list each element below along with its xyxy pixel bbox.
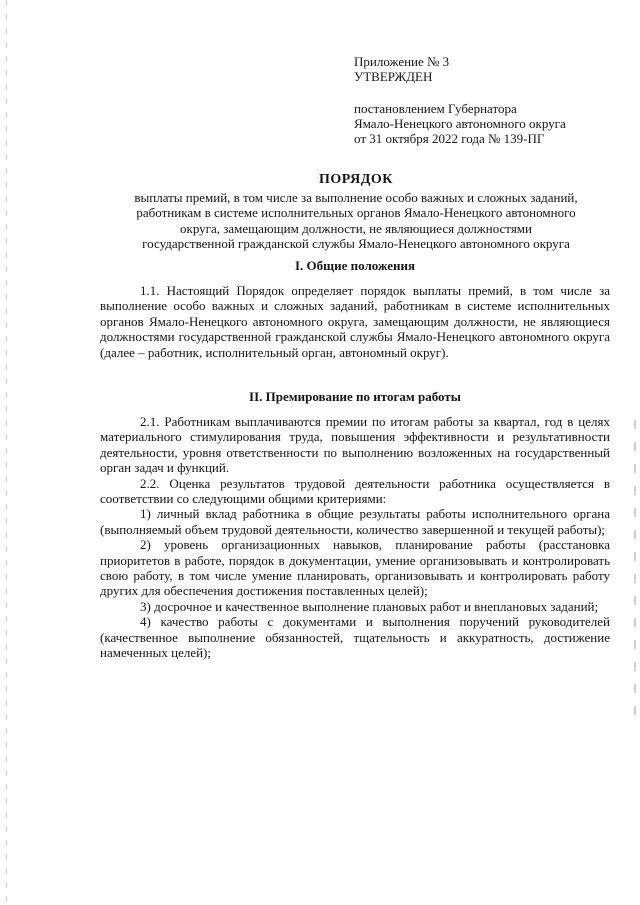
criterion-1: 1) личный вклад работника в общие результаты работы исполнительного органа (выполняемый объем трудовой деятельности, количество завершенной и текущей работы); xyxy=(100,506,610,537)
section-1-heading: I. Общие положения xyxy=(295,258,415,273)
approval-block xyxy=(354,54,624,146)
subtitle-line: государственной гражданской службы Ямало-Ненецкого автономного округа xyxy=(142,236,570,251)
criterion-4: 4) качество работы с документами и выполнения поручений руководителей (качественное выполнение обязанностей, тщательность и аккуратность, достижение намеченных целей); xyxy=(100,614,610,661)
scan-edge-right xyxy=(634,420,636,720)
document-title: ПОРЯДОК xyxy=(319,172,393,187)
document-title-block xyxy=(96,172,616,252)
subtitle-line: работникам в системе исполнительных органов Ямало-Ненецкого автономного xyxy=(136,205,576,220)
paragraph-2-2: 2.2. Оценка результатов трудовой деятельности работника осуществляется в соответствии со следующими общими критериями: xyxy=(100,475,610,507)
criterion-3: 3) досрочное и качественное выполнение плановых работ и внеплановых заданий; xyxy=(140,598,599,614)
section-2-heading: II. Премирование по итогам работы xyxy=(249,389,461,404)
approved-label: УТВЕРЖДЕН xyxy=(354,69,433,84)
paragraph-1-1: 1.1. Настоящий Порядок определяет порядок выплаты премий, в том числе за выполнение особо важных и сложных заданий, работникам в системе исполнительных органов Ямало-Ненецкого автономного округа, замещающим должности, не являющиеся должностями государственной гражданской службы Ямало-Ненецкого автономного округа (далее – работник, исполнительный орган, автономный округ). xyxy=(100,283,610,360)
approval-date: от 31 октября 2022 года № 139-ПГ xyxy=(354,131,545,146)
scan-edge-left xyxy=(6,0,7,905)
section-2-body xyxy=(100,414,610,661)
subtitle-line: выплаты премий, в том числе за выполнение особо важных и сложных заданий, xyxy=(134,189,578,205)
subtitle-line: округа, замещающим должности, не являющиеся должностями xyxy=(180,220,532,236)
paragraph-2-1: 2.1. Работникам выплачиваются премии по итогам работы за квартал, год в целях материального стимулирования труда, повышения эффективности и результативности деятельности, уровня ответственности по выполнению возложенных на государственный орган задач и функций. xyxy=(100,414,610,476)
document-subtitle xyxy=(96,190,616,252)
criterion-2: 2) уровень организационных навыков, планирование работы (расстановка приоритетов в работе, порядок в документации, умение организовывать и контролировать свою работу, в том числе умение планировать, организовывать и контролировать работу других для обеспечения достижения поставленных целей); xyxy=(100,537,610,599)
approved-by-region: Ямало-Ненецкого автономного округа xyxy=(354,116,566,131)
appendix-number: Приложение № 3 xyxy=(354,54,450,69)
approved-by-line: постановлением Губернатора xyxy=(354,101,517,116)
section-1-body xyxy=(100,283,610,360)
